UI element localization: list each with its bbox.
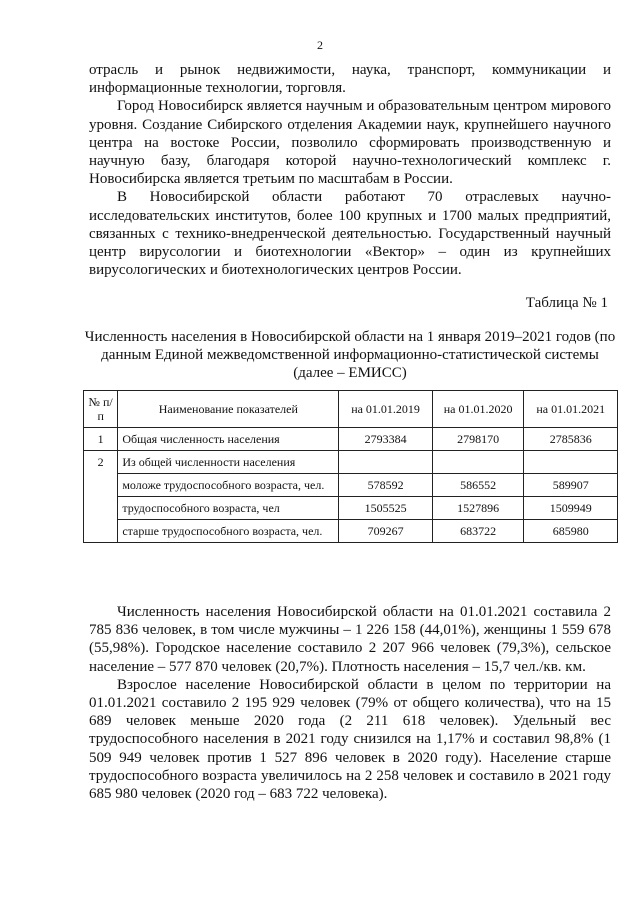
analysis-text <box>89 603 611 803</box>
row-2020: 586552 <box>432 474 524 497</box>
header-2020: на 01.01.2020 <box>432 391 524 428</box>
header-2021: на 01.01.2021 <box>524 391 618 428</box>
table-row <box>84 451 618 474</box>
row-name: Из общей численности населения <box>118 451 339 474</box>
row-2021: 685980 <box>524 520 618 543</box>
page-number: 2 <box>317 38 323 52</box>
row-name: Общая численность населения <box>118 428 339 451</box>
table-label: Таблица № 1 <box>525 295 608 311</box>
header-name: Наименование показателей <box>118 391 339 428</box>
header-2019: на 01.01.2019 <box>339 391 433 428</box>
population-table <box>83 390 618 543</box>
row-2019: 2793384 <box>339 428 433 451</box>
header-num: № п/п <box>84 391 118 428</box>
paragraph: Взрослое население Новосибирской области в целом по территории на 01.01.2021 составило 2 195 929 человек (79% от общего количества), что на 15 689 человек меньше 2020 года (2 211 618 человек). Удельный вес трудоспособного населения в 2021 году снизился на 1,17% и составил 98,8% (1 509 949 человек против 1 527 896 человек в 2020 году). Население старше трудоспособного возраста увеличилось на 2 258 человек и составило в 2021 году 685 980 человек (2020 год – 683 722 человека). <box>89 676 611 803</box>
paragraph: Город Новосибирск является научным и образовательным центром мирового уровня. Создание Сибирского отделения Академии наук, крупнейшего научного центра на востоке России, позволило сформировать производственную и научную базу, благодаря которой научно-технологический комплекс г. Новосибирска является третьим по масштабам в России. <box>89 98 611 188</box>
row-2020: 2798170 <box>432 428 524 451</box>
row-2019: 578592 <box>339 474 433 497</box>
row-name: трудоспособного возраста, чел <box>118 497 339 520</box>
paragraph: отрасль и рынок недвижимости, наука, транспорт, коммуникации и информационные технологии, торговля. <box>89 62 611 97</box>
intro-text <box>89 61 611 279</box>
row-2020: 683722 <box>432 520 524 543</box>
table-row <box>84 497 618 520</box>
row-num: 1 <box>84 428 118 451</box>
table-row <box>84 428 618 451</box>
table-row <box>84 520 618 543</box>
paragraph: Численность населения Новосибирской области на 01.01.2021 составила 2 785 836 человек, в том числе мужчины – 1 226 158 (44,01%), женщины 1 559 678 (55,98%). Городское население составило 2 207 966 человек (79,3%), сельское население – 577 870 человек (20,7%). Плотность населения – 15,7 чел./кв. км. <box>89 604 611 675</box>
row-2021: 589907 <box>524 474 618 497</box>
row-name: старше трудоспособного возраста, чел. <box>118 520 339 543</box>
row-2019: 1505525 <box>339 497 433 520</box>
row-2021 <box>524 451 618 474</box>
paragraph: В Новосибирской области работают 70 отраслевых научно-исследовательских институтов, более 100 крупных и 1700 малых предприятий, связанных с технико-внедренческой деятельностью. Государственный научный центр вирусологии и биотехнологии «Вектор» – один из крупнейших вирусологических и биотехнологических центров России. <box>89 189 611 279</box>
table-header-row <box>84 391 618 428</box>
row-2019: 709267 <box>339 520 433 543</box>
row-name: моложе трудоспособного возраста, чел. <box>118 474 339 497</box>
row-2019 <box>339 451 433 474</box>
row-2020 <box>432 451 524 474</box>
row-num: 2 <box>84 451 118 543</box>
row-2020: 1527896 <box>432 497 524 520</box>
table-row <box>84 474 618 497</box>
row-2021: 2785836 <box>524 428 618 451</box>
row-2021: 1509949 <box>524 497 618 520</box>
table-caption: Численность населения в Новосибирской области на 1 января 2019–2021 годов (по данным Единой межведомственной информационно-статистической системы (далее – ЕМИСС) <box>84 329 616 381</box>
